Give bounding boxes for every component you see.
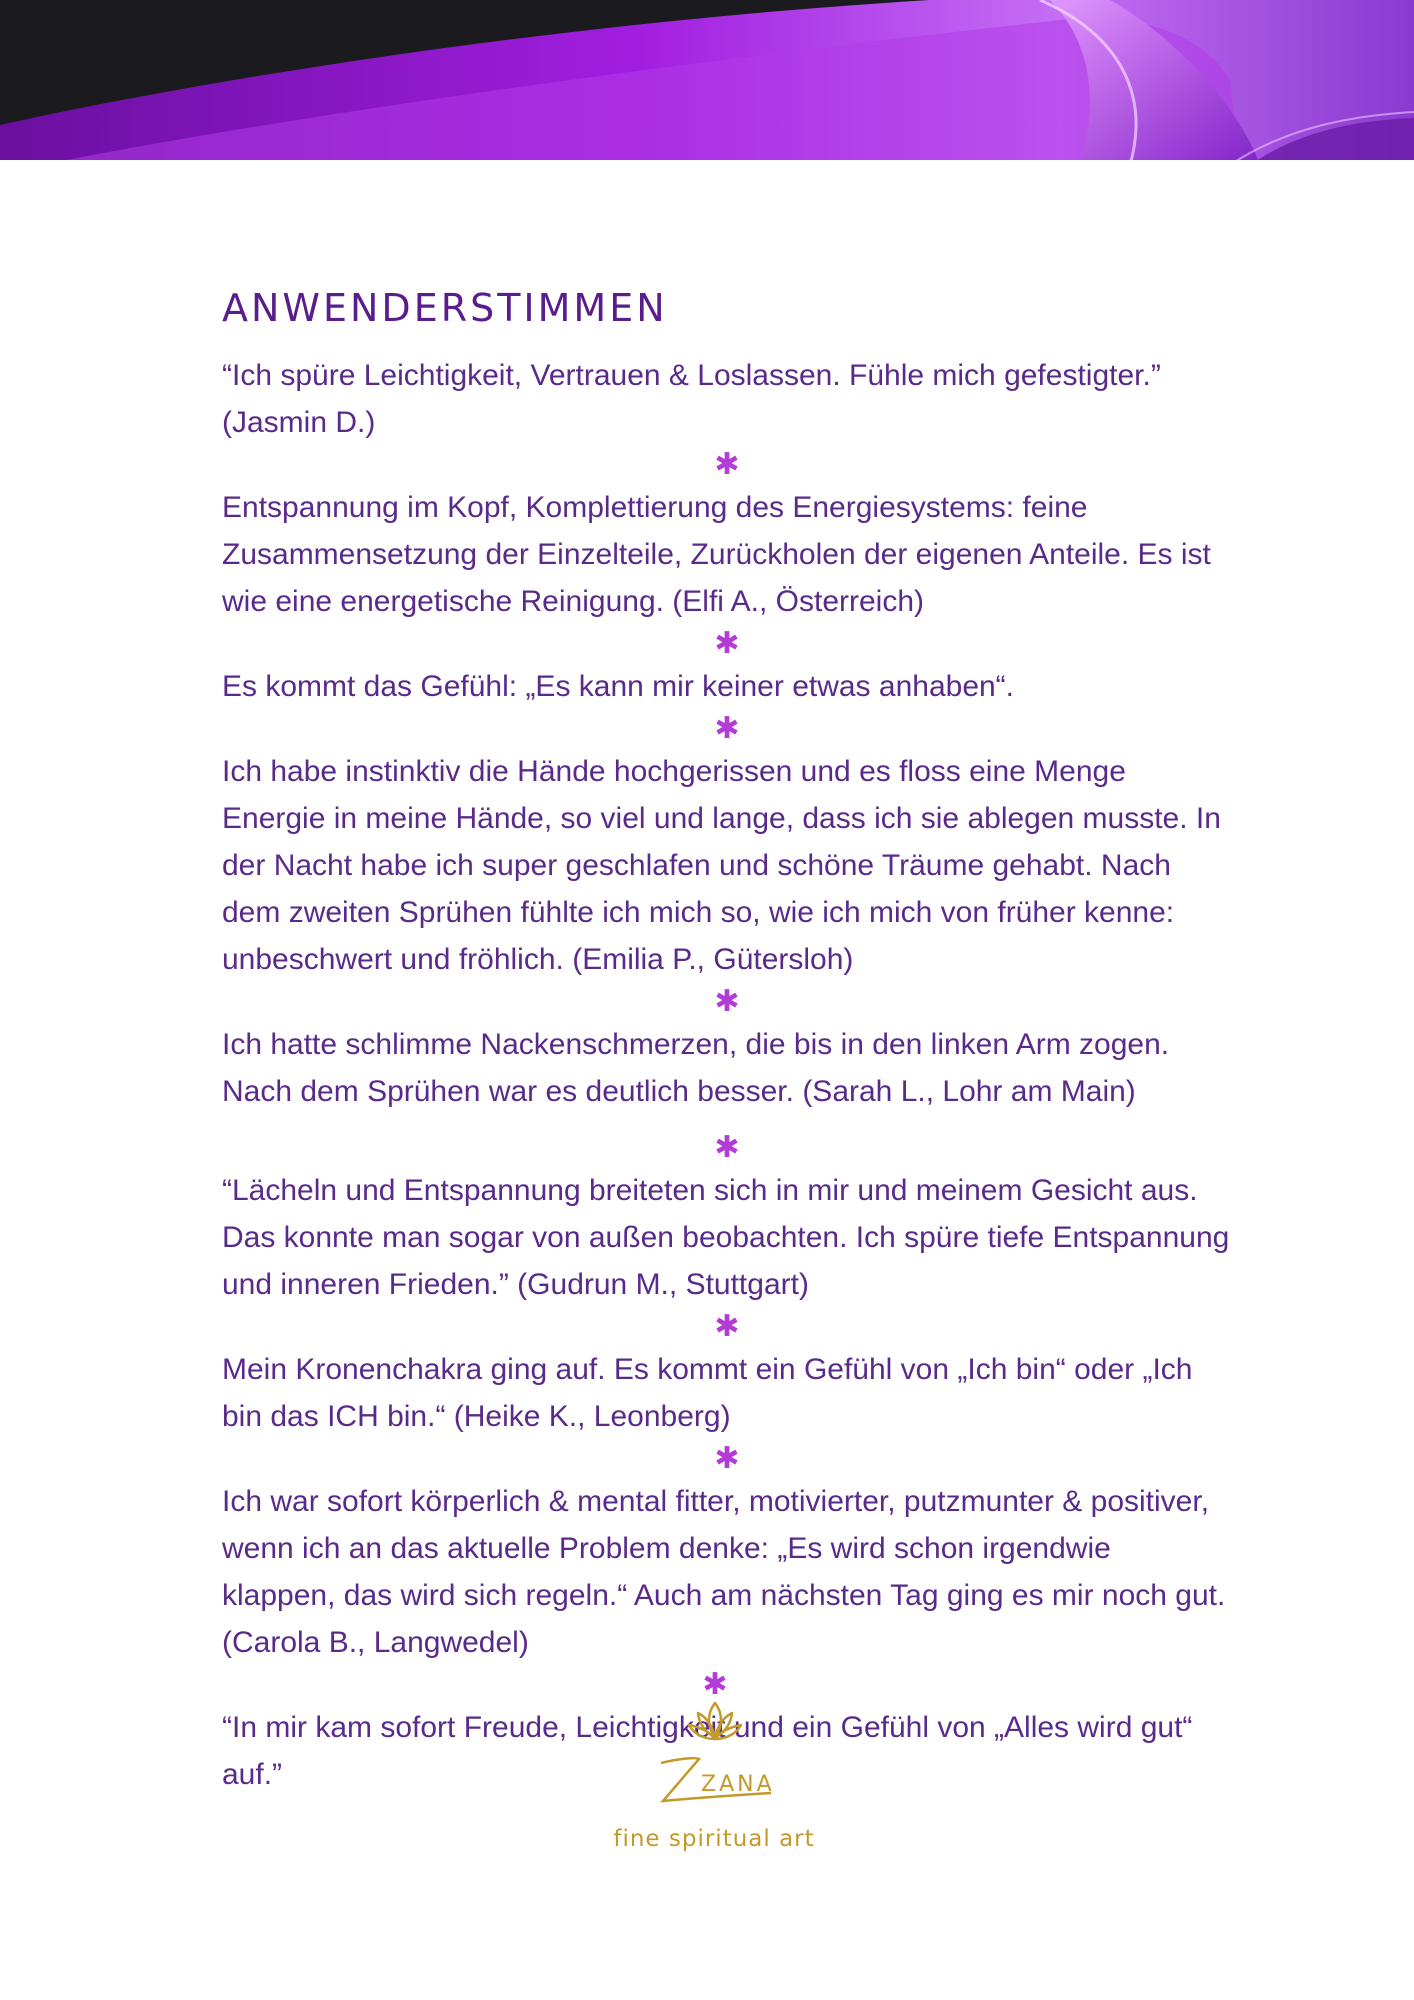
asterisk-divider: [222, 710, 1232, 748]
asterisk-divider: [222, 1440, 1232, 1478]
zana-wordmark: [655, 1753, 775, 1809]
asterisk-icon: ✱: [714, 984, 740, 1019]
asterisk-icon: ✱: [702, 1667, 728, 1702]
page-title: ANWENDERSTIMMEN: [222, 286, 668, 330]
asterisk-icon: ✱: [714, 711, 740, 746]
testimonials-section: [222, 270, 1232, 1798]
testimonial: Ich hatte schlimme Nackenschmerzen, die bis in den linken Arm zogen. Nach dem Sprühen war es deutlich besser. (Sarah L., Lohr am Main): [222, 1028, 1170, 1108]
asterisk-icon: ✱: [714, 1130, 740, 1165]
testimonial: “Ich spüre Leichtigkeit, Vertrauen & Loslassen. Fühle mich gefestigter.” (Jasmin D.): [222, 359, 1161, 439]
logo-tagline: fine spiritual art: [613, 1826, 815, 1852]
brand-logo: [600, 1697, 830, 1852]
asterisk-icon: ✱: [714, 626, 740, 661]
logo-wordmark: [600, 1753, 830, 1816]
testimonial: “Lächeln und Entspannung breiteten sich in mir und meinem Gesicht aus. Das konnte man sogar von außen beobachten. Ich spüre tiefe Entspannung und inneren Frieden.” (Gudrun M., Stuttgart): [222, 1174, 1230, 1301]
header-decoration: [0, 0, 1414, 165]
testimonial: Ich habe instinktiv die Hände hochgerissen und es floss eine Menge Energie in meine Hände, so viel und lange, dass ich sie ablegen musste. In der Nacht habe ich super geschlafen und schöne Träume gehabt. Nach dem zweiten Sprühen fühlte ich mich so, wie ich mich von früher kenne: unbeschwert und fröhlich. (Emilia P., Gütersloh): [222, 755, 1221, 976]
asterisk-divider: [222, 625, 1232, 663]
testimonial: Es kommt das Gefühl: „Es kann mir keiner etwas anhaben“.: [222, 670, 1015, 703]
asterisk-icon: ✱: [714, 447, 740, 482]
svg-text:ZANA: ZANA: [701, 1772, 775, 1797]
testimonial: Ich war sofort körperlich & mental fitter, motivierter, putzmunter & positiver, wenn ich an das aktuelle Problem denke: „Es wird schon irgendwie klappen, das wird sich regeln.“ Auch am nächsten Tag ging es mir noch gut. (Carola B., Langwedel): [222, 1485, 1226, 1659]
testimonial: Entspannung im Kopf, Komplettierung des Energiesystems: feine Zusammensetzung der Einzelteile, Zurückholen der eigenen Anteile. Es ist wie eine energetische Reinigung. (Elfi A., Österreich): [222, 491, 1211, 618]
lotus-icon: [685, 1697, 745, 1755]
testimonial: “In mir kam sofort Freude, Leichtigkeit und ein Gefühl von „Alles wird gut“ auf.”: [222, 1711, 1193, 1791]
asterisk-divider: [222, 446, 1232, 484]
asterisk-icon: ✱: [714, 1309, 740, 1344]
testimonial: Mein Kronenchakra ging auf. Es kommt ein Gefühl von „Ich bin“ oder „Ich bin das ICH bin.“ (Heike K., Leonberg): [222, 1353, 1193, 1433]
asterisk-icon: ✱: [714, 1441, 740, 1476]
asterisk-divider: [222, 1308, 1232, 1346]
asterisk-divider: [222, 983, 1232, 1021]
asterisk-divider: [222, 1115, 1232, 1167]
